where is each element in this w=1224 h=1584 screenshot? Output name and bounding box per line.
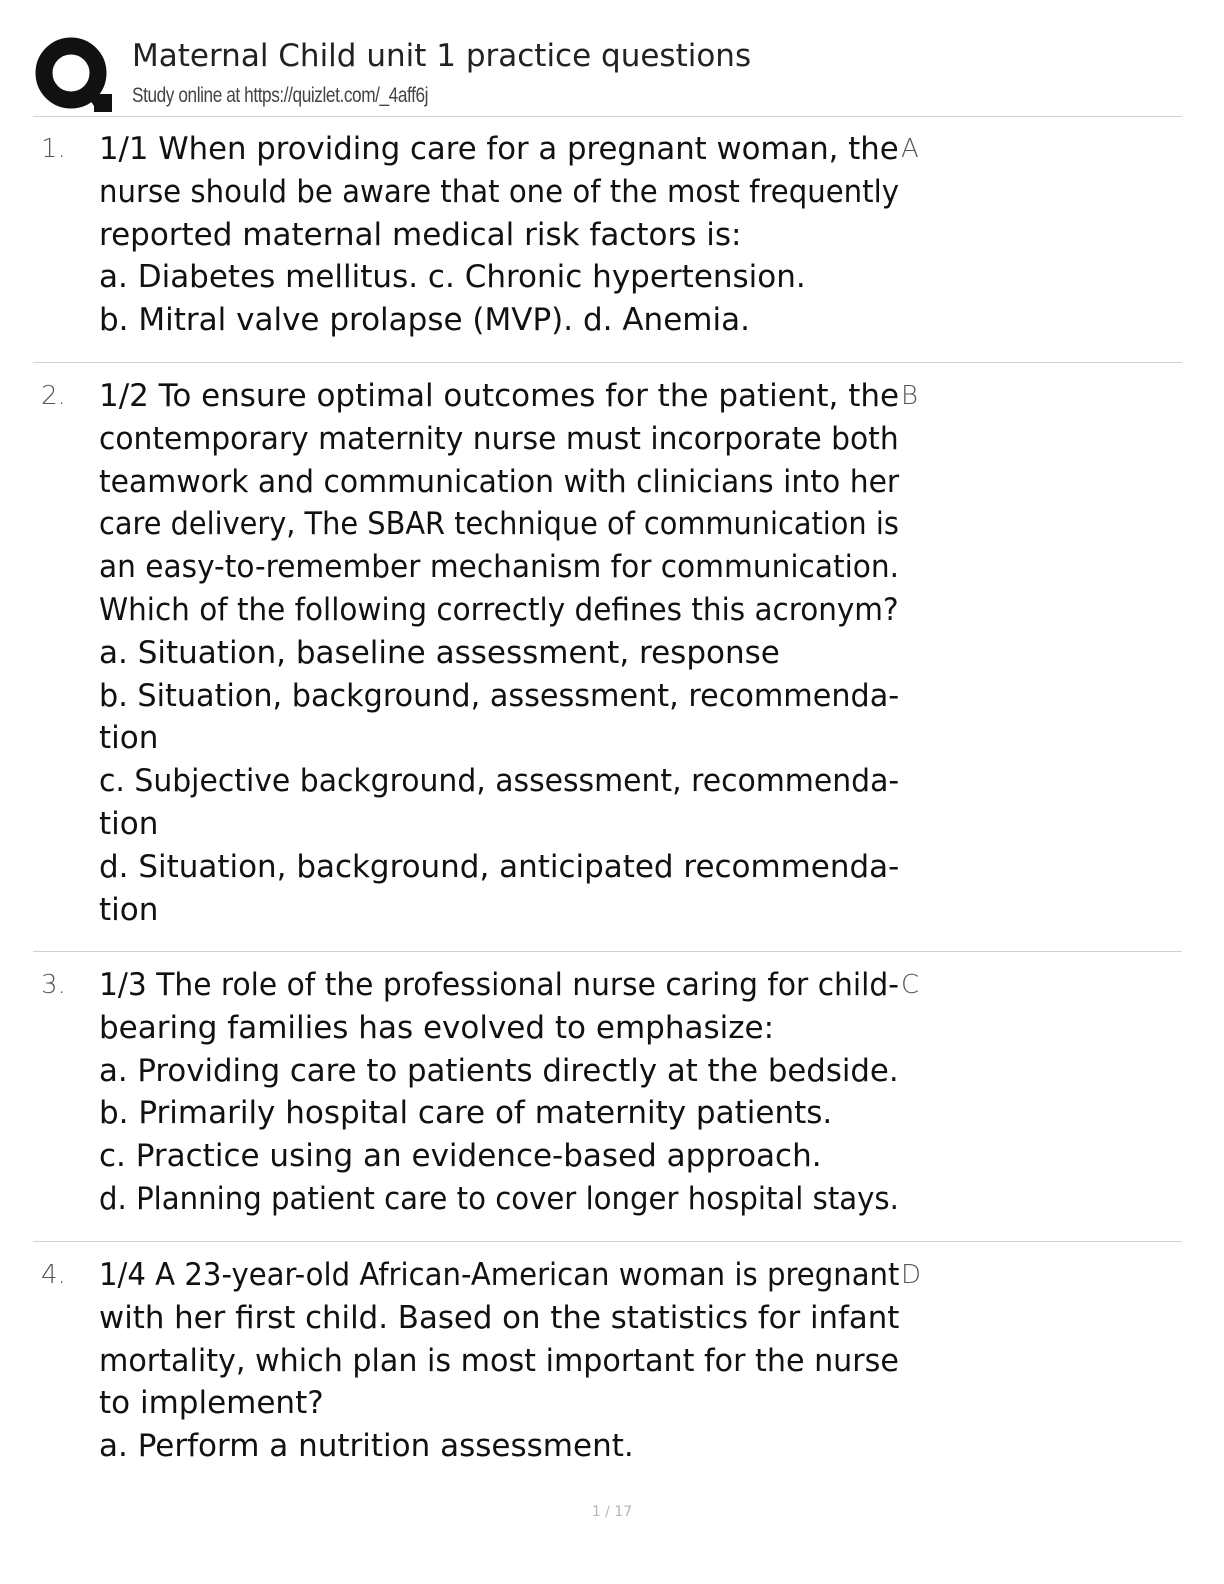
answer-label: C xyxy=(901,970,920,1000)
question-line: b. Mitral valve prolapse (MVP). d. Anemia. xyxy=(99,302,750,339)
document-header xyxy=(30,30,1182,116)
answer-label: B xyxy=(901,381,919,411)
question-line: tion xyxy=(99,805,159,842)
question-line: 1/3 The role of the professional nurse caring for child- xyxy=(99,967,899,1003)
question-line: an easy-to-remember mechanism for communication. xyxy=(99,549,900,586)
question-line: a. Situation, baseline assessment, response xyxy=(99,634,780,671)
question-line: 1/2 To ensure optimal outcomes for the patient, the xyxy=(99,378,900,414)
question-divider xyxy=(33,362,1182,363)
question-line: a. Perform a nutrition assessment. xyxy=(99,1428,634,1465)
question-number: 4. xyxy=(41,1260,66,1290)
question-line: tion xyxy=(99,891,159,928)
question-text xyxy=(99,1254,899,1468)
question-line: Which of the following correctly defines this acronym? xyxy=(99,591,899,628)
answer-label: A xyxy=(901,134,919,164)
question-text xyxy=(99,128,899,342)
question-line: c. Practice using an evidence-based approach. xyxy=(99,1138,822,1175)
answer-label: D xyxy=(901,1260,922,1290)
study-online-link[interactable]: Study online at https://quizlet.com/_4aff6j xyxy=(132,84,429,107)
question-text xyxy=(99,375,899,931)
question-line: mortality, which plan is most important for the nurse xyxy=(99,1342,899,1379)
page-number: 1 / 17 xyxy=(591,1504,633,1520)
question-line: b. Situation, background, assessment, recommenda- xyxy=(99,677,900,714)
question-line: 1/4 A 23-year-old African-American woman is pregnant xyxy=(99,1257,900,1293)
question-text xyxy=(99,964,899,1221)
question-divider xyxy=(33,1241,1182,1242)
question-line: d. Planning patient care to cover longer hospital stays. xyxy=(99,1180,899,1217)
question-line: to implement? xyxy=(99,1385,324,1422)
question-line: b. Primarily hospital care of maternity patients. xyxy=(99,1095,833,1132)
quizlet-logo-icon xyxy=(34,36,112,114)
question-line: a. Diabetes mellitus. c. Chronic hypertension. xyxy=(99,259,806,296)
question-line: nurse should be aware that one of the most frequently xyxy=(99,173,899,210)
question-line: bearing families has evolved to emphasize: xyxy=(99,1009,775,1046)
question-line: reported maternal medical risk factors is: xyxy=(99,216,742,253)
question-line: d. Situation, background, anticipated recommenda- xyxy=(99,848,900,885)
question-line: tion xyxy=(99,720,159,757)
question-line: a. Providing care to patients directly at the bedside. xyxy=(99,1052,899,1089)
question-divider xyxy=(33,951,1182,952)
document-title: Maternal Child unit 1 practice questions xyxy=(132,38,752,74)
question-line: teamwork and communication with clinicians into her xyxy=(99,463,900,500)
question-number: 3. xyxy=(41,970,66,1000)
question-line: with her first child. Based on the statistics for infant xyxy=(99,1299,900,1336)
header-divider xyxy=(33,116,1182,117)
question-line: contemporary maternity nurse must incorporate both xyxy=(99,420,899,457)
question-line: care delivery, The SBAR technique of communication is xyxy=(99,506,899,543)
question-number: 2. xyxy=(41,381,66,411)
question-number: 1. xyxy=(41,134,66,164)
question-line: c. Subjective background, assessment, recommenda- xyxy=(99,763,900,800)
question-line: 1/1 When providing care for a pregnant woman, the xyxy=(99,131,899,167)
